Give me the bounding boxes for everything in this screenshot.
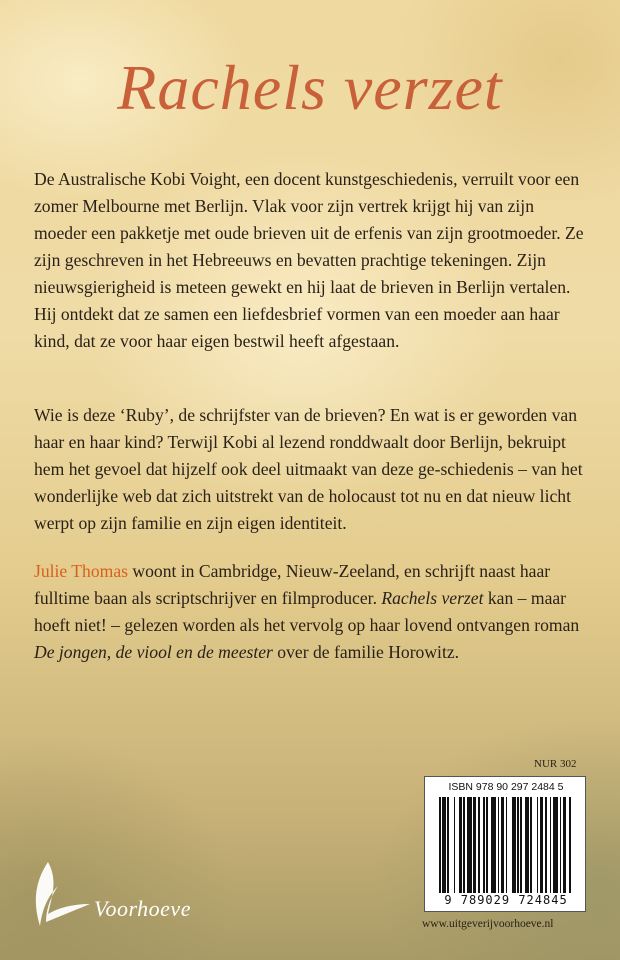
barcode-bars: [439, 797, 573, 893]
author-name: Julie Thomas: [34, 561, 128, 581]
isbn-digits: 9 789029 724845: [444, 893, 568, 907]
previous-book-reference: De jongen, de viool en de meester: [34, 642, 273, 662]
barcode-bar: [571, 797, 573, 893]
author-bio-text-1: woont in Cambridge, Nieuw-Zeeland, en schrijft naast haar fulltime baan als scriptschrijver en filmproducer.: [34, 561, 551, 608]
nur-code: NUR 302: [534, 758, 577, 770]
synopsis-paragraph-2: Wie is deze ‘Ruby’, de schrijfster van de brieven? En wat is er geworden van haar en haar kind? Terwijl Kobi al lezend ronddwaalt door Berlijn, bekruipt hem het gevoel dat hijzelf ook deel uitmaakt van deze ge-schiedenis – van het wonderlijke web dat zich uitstrekt van de holocaust tot nu en dat nieuw licht werpt op zijn familie en zijn eigen identiteit.: [34, 405, 583, 533]
author-bio-paragraph: [34, 558, 590, 666]
isbn-label: ISBN 978 90 297 2484 5: [448, 781, 564, 793]
book-title-reference: Rachels verzet: [381, 588, 484, 608]
publisher-website: www.uitgeverijvoorhoeve.nl: [422, 918, 554, 930]
author-bio-text-2: kan – maar hoeft niet! – gelezen worden als het vervolg op haar lovend ontvangen roman: [34, 588, 580, 635]
book-title: Rachels verzet: [117, 52, 503, 123]
publisher-logo: [28, 856, 218, 936]
synopsis-paragraph-1: De Australische Kobi Voight, een docent kunstgeschiedenis, verruilt voor een zomer Melbourne met Berlijn. Vlak voor zijn vertrek krijgt hij van zijn moeder een pakketje met oude brieven uit de erfenis van zijn grootmoeder. Ze zijn geschreven in het Hebreeuws en bevatten prachtige tekeningen. Zijn nieuwsgierigheid is meteen gewekt en hij laat de brieven in Berlijn vertalen. Hij ontdekt dat ze samen een liefdesbrief vormen van een moeder aan haar kind, dat ze voor haar eigen bestwil heeft afgestaan.: [34, 169, 584, 351]
author-bio-text-3: over de familie Horowitz.: [272, 642, 460, 662]
isbn-barcode: [424, 776, 586, 912]
publisher-name: Voorhoeve: [94, 896, 191, 921]
